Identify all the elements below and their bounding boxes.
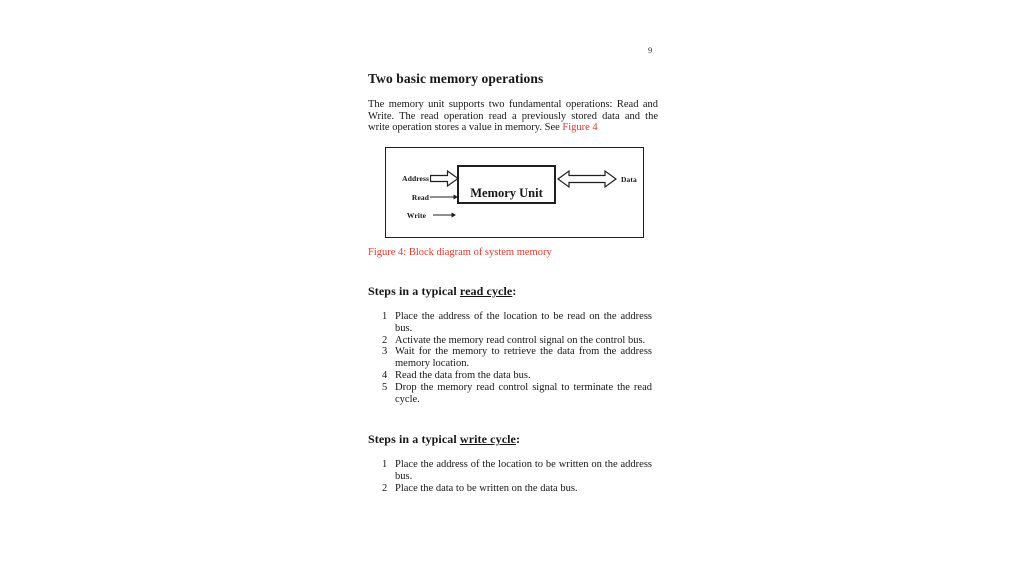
read-label: Read — [411, 193, 429, 202]
address-label: Address — [402, 174, 429, 183]
list-item-number: 2 — [382, 482, 388, 494]
list-item — [382, 335, 652, 347]
intro-paragraph — [368, 99, 658, 134]
list-item-text — [395, 346, 652, 370]
read-arrow-icon — [430, 193, 458, 201]
list-item-text — [395, 370, 652, 382]
paragraph-line-text: write operation stores a value in memory. See — [368, 122, 563, 134]
paragraph-line: Write. The read operation read a previously stored data and the — [368, 110, 658, 122]
list-item-line: memory location. — [395, 358, 470, 370]
page-number: 9 — [648, 45, 653, 55]
list-item-line: Read the data from the data bus. — [395, 369, 531, 381]
list-item — [382, 311, 652, 335]
write-arrow-icon — [433, 211, 456, 219]
list-item-text — [395, 382, 652, 406]
heading-underlined: read cycle — [459, 284, 513, 298]
list-item-line: Wait for the memory to retrieve the data from the address — [395, 346, 652, 358]
list-item-number: 1 — [382, 311, 388, 322]
read-cycle-heading — [368, 284, 668, 299]
data-double-arrow-icon — [557, 169, 617, 189]
list-item-number: 1 — [382, 459, 388, 470]
figure-4-diagram — [385, 147, 644, 238]
figure-4-link[interactable]: Figure 4 — [562, 122, 598, 134]
heading-prefix: Steps in a typical — [368, 284, 460, 298]
list-item-text — [395, 335, 652, 347]
list-item-text — [395, 483, 652, 495]
list-item — [382, 483, 652, 495]
heading-underlined: write cycle — [459, 432, 516, 446]
list-item-line: bus. — [395, 322, 413, 334]
list-item-line: Drop the memory read control signal to terminate the read — [395, 381, 652, 393]
list-item-number: 2 — [382, 334, 388, 346]
list-item — [382, 346, 652, 370]
figure-4-caption: Figure 4: Block diagram of system memory — [368, 247, 552, 258]
list-item — [382, 459, 652, 483]
heading-prefix: Steps in a typical — [368, 432, 460, 446]
list-item-line: Place the address of the location to be written on the address — [395, 459, 652, 470]
list-item — [382, 382, 652, 406]
heading-suffix: : — [512, 284, 517, 298]
paragraph-line — [368, 122, 658, 134]
write-label: Write — [406, 211, 426, 220]
list-item — [382, 370, 652, 382]
list-item-number: 4 — [382, 369, 388, 381]
list-item-line: Activate the memory read control signal on the control bus. — [395, 334, 646, 346]
paragraph-line: The memory unit supports two fundamental operations: Read and — [368, 99, 658, 110]
heading-suffix: : — [515, 432, 521, 446]
list-item-text — [395, 459, 652, 483]
list-item-number: 3 — [382, 346, 388, 358]
read-cycle-list — [382, 311, 652, 405]
write-cycle-list — [382, 459, 652, 494]
address-block-arrow-icon — [430, 170, 459, 187]
write-cycle-heading — [368, 432, 668, 447]
list-item-line: cycle. — [395, 393, 420, 405]
memory-unit-label: Memory Unit — [470, 186, 543, 200]
page-title: Two basic memory operations — [368, 71, 544, 86]
data-label: Data — [621, 175, 637, 184]
list-item-line: bus. — [395, 470, 413, 482]
list-item-line: Place the data to be written on the data bus. — [395, 482, 578, 494]
list-item-number: 5 — [382, 381, 388, 393]
list-item-line: Place the address of the location to be read on the address — [395, 311, 652, 322]
memory-unit-box — [457, 165, 556, 204]
list-item-text — [395, 311, 652, 335]
